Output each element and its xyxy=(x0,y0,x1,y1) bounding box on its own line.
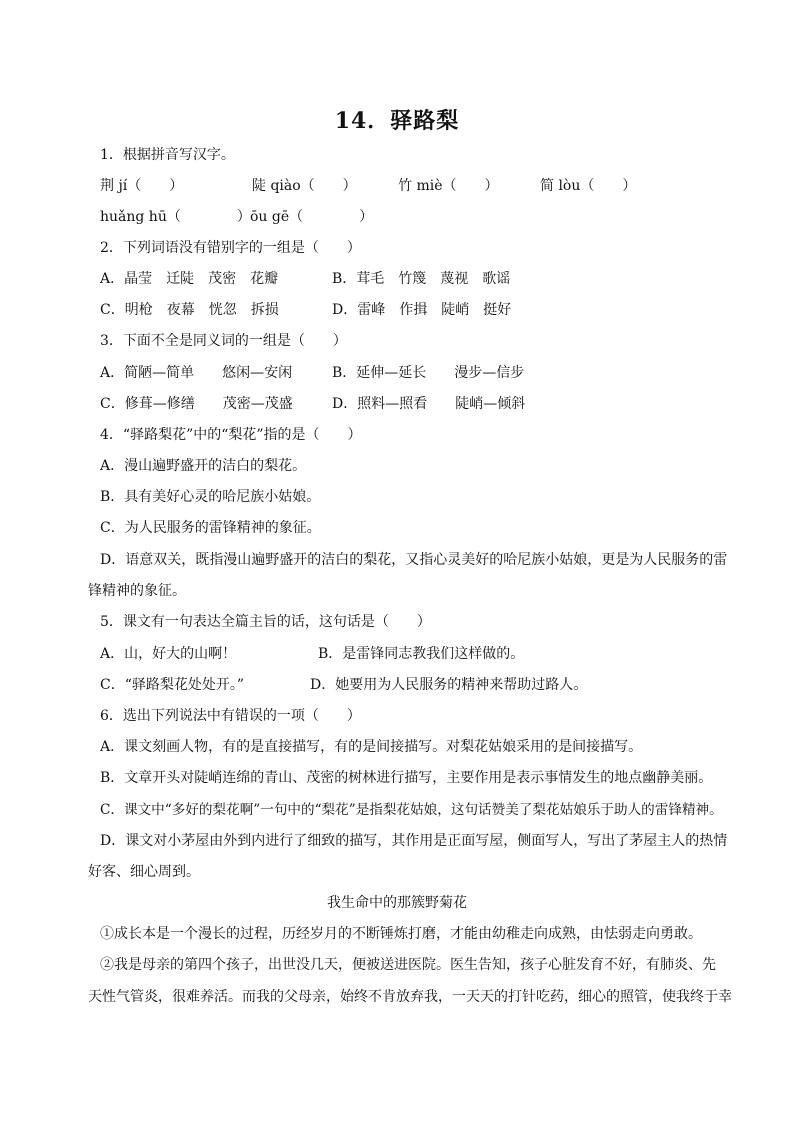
q1-stem: 1．根据拼音写汉字。 xyxy=(100,147,235,163)
q4-option-a: A．漫山遍野盛开的洁白的梨花。 xyxy=(100,458,307,474)
q5-option-b: B．是雷锋同志教我们这样做的。 xyxy=(318,646,525,662)
reading-paragraph-1: ①成长本是一个漫长的过程，历经岁月的不断锤炼打磨，才能由幼稚走向成熟，由怯弱走向勇敢。 xyxy=(100,926,702,942)
q1-item-qiao: 陡 qiào（ ） xyxy=(252,178,357,194)
q2-option-c: C．明枪 夜幕 恍忽 拆损 xyxy=(100,302,279,318)
q2-stem: 2．下列词语没有错别字的一组是（ ） xyxy=(100,240,361,256)
q1-item-ji: 荆 jí（ ） xyxy=(100,178,184,194)
q3-option-d: D．照料—照看 陡峭—倾斜 xyxy=(332,396,526,412)
q3-stem: 3．下面不全是同义词的一组是（ ） xyxy=(100,333,347,349)
q2-option-b: B．茸毛 竹篾 蔑视 歌谣 xyxy=(332,271,511,287)
q4-option-b: B．具有美好心灵的哈尼族小姑娘。 xyxy=(100,489,321,505)
q6-stem: 6．选出下列说法中有错误的一项（ ） xyxy=(100,708,361,724)
q6-option-a: A．课文刻画人物，有的是直接描写，有的是间接描写。对梨花姑娘采用的是间接描写。 xyxy=(100,739,643,755)
q5-option-a: A．山，好大的山啊！ xyxy=(100,646,237,662)
q1-item-ouge: ōu gē（ ） xyxy=(250,209,374,225)
q5-option-c: C．“驿路梨花处处开。” xyxy=(100,677,245,693)
q1-item-huanghu: huǎng hū（ ） xyxy=(100,209,251,225)
reading-paragraph-2-line2: 天性气管炎，很难养活。而我的父母亲，始终不肯放弃我，一天天的打针吃药，细心的照管，使我终于幸 xyxy=(88,989,732,1005)
reading-paragraph-2-line1: ②我是母亲的第四个孩子，出世没几天，便被送进医院。医生告知，孩子心脏发育不好，有肺炎、先 xyxy=(100,957,716,973)
q3-option-b: B．延伸—延长 漫步—信步 xyxy=(332,365,525,381)
q6-option-b: B．文章开头对陡峭连绵的青山、茂密的树林进行描写，主要作用是表示事情发生的地点幽静美丽。 xyxy=(100,770,713,786)
q6-option-d-line2: 好客、细心周到。 xyxy=(88,864,200,880)
q1-item-mie: 竹 miè（ ） xyxy=(398,178,499,194)
q5-option-d: D．她要用为人民服务的精神来帮助过路人。 xyxy=(310,677,588,693)
q6-option-c: C．课文中“多好的梨花啊”一句中的“梨花”是指梨花姑娘，这句话赞美了梨花姑娘乐于助人的雷锋精神。 xyxy=(100,802,723,818)
q6-option-d-line1: D．课文对小茅屋由外到内进行了细致的描写，其作用是正面写屋，侧面写人，写出了茅屋主人的热情 xyxy=(100,833,728,849)
q2-option-a: A．晶莹 迁陡 茂密 花瓣 xyxy=(100,271,279,287)
page-title: 14．驿路梨 xyxy=(334,108,460,134)
q3-option-a: A．简陋—简单 悠闲—安闲 xyxy=(100,365,293,381)
reading-title: 我生命中的那簇野菊花 xyxy=(327,895,467,911)
q4-option-c: C．为人民服务的雷锋精神的象征。 xyxy=(100,520,321,536)
q3-option-c: C．修葺—修缮 茂密—茂盛 xyxy=(100,396,293,412)
q4-option-d-line1: D．语意双关，既指漫山遍野盛开的洁白的梨花，又指心灵美好的哈尼族小姑娘，更是为人民服务的雷 xyxy=(100,552,728,568)
q1-item-lou: 简 lòu（ ） xyxy=(540,178,637,194)
q4-option-d-line2: 锋精神的象征。 xyxy=(88,583,186,599)
q4-stem: 4．“驿路梨花”中的“梨花”指的是（ ） xyxy=(100,427,362,443)
q5-stem: 5．课文有一句表达全篇主旨的话，这句话是（ ） xyxy=(100,614,431,630)
q2-option-d: D．雷峰 作揖 陡峭 挺好 xyxy=(332,302,512,318)
